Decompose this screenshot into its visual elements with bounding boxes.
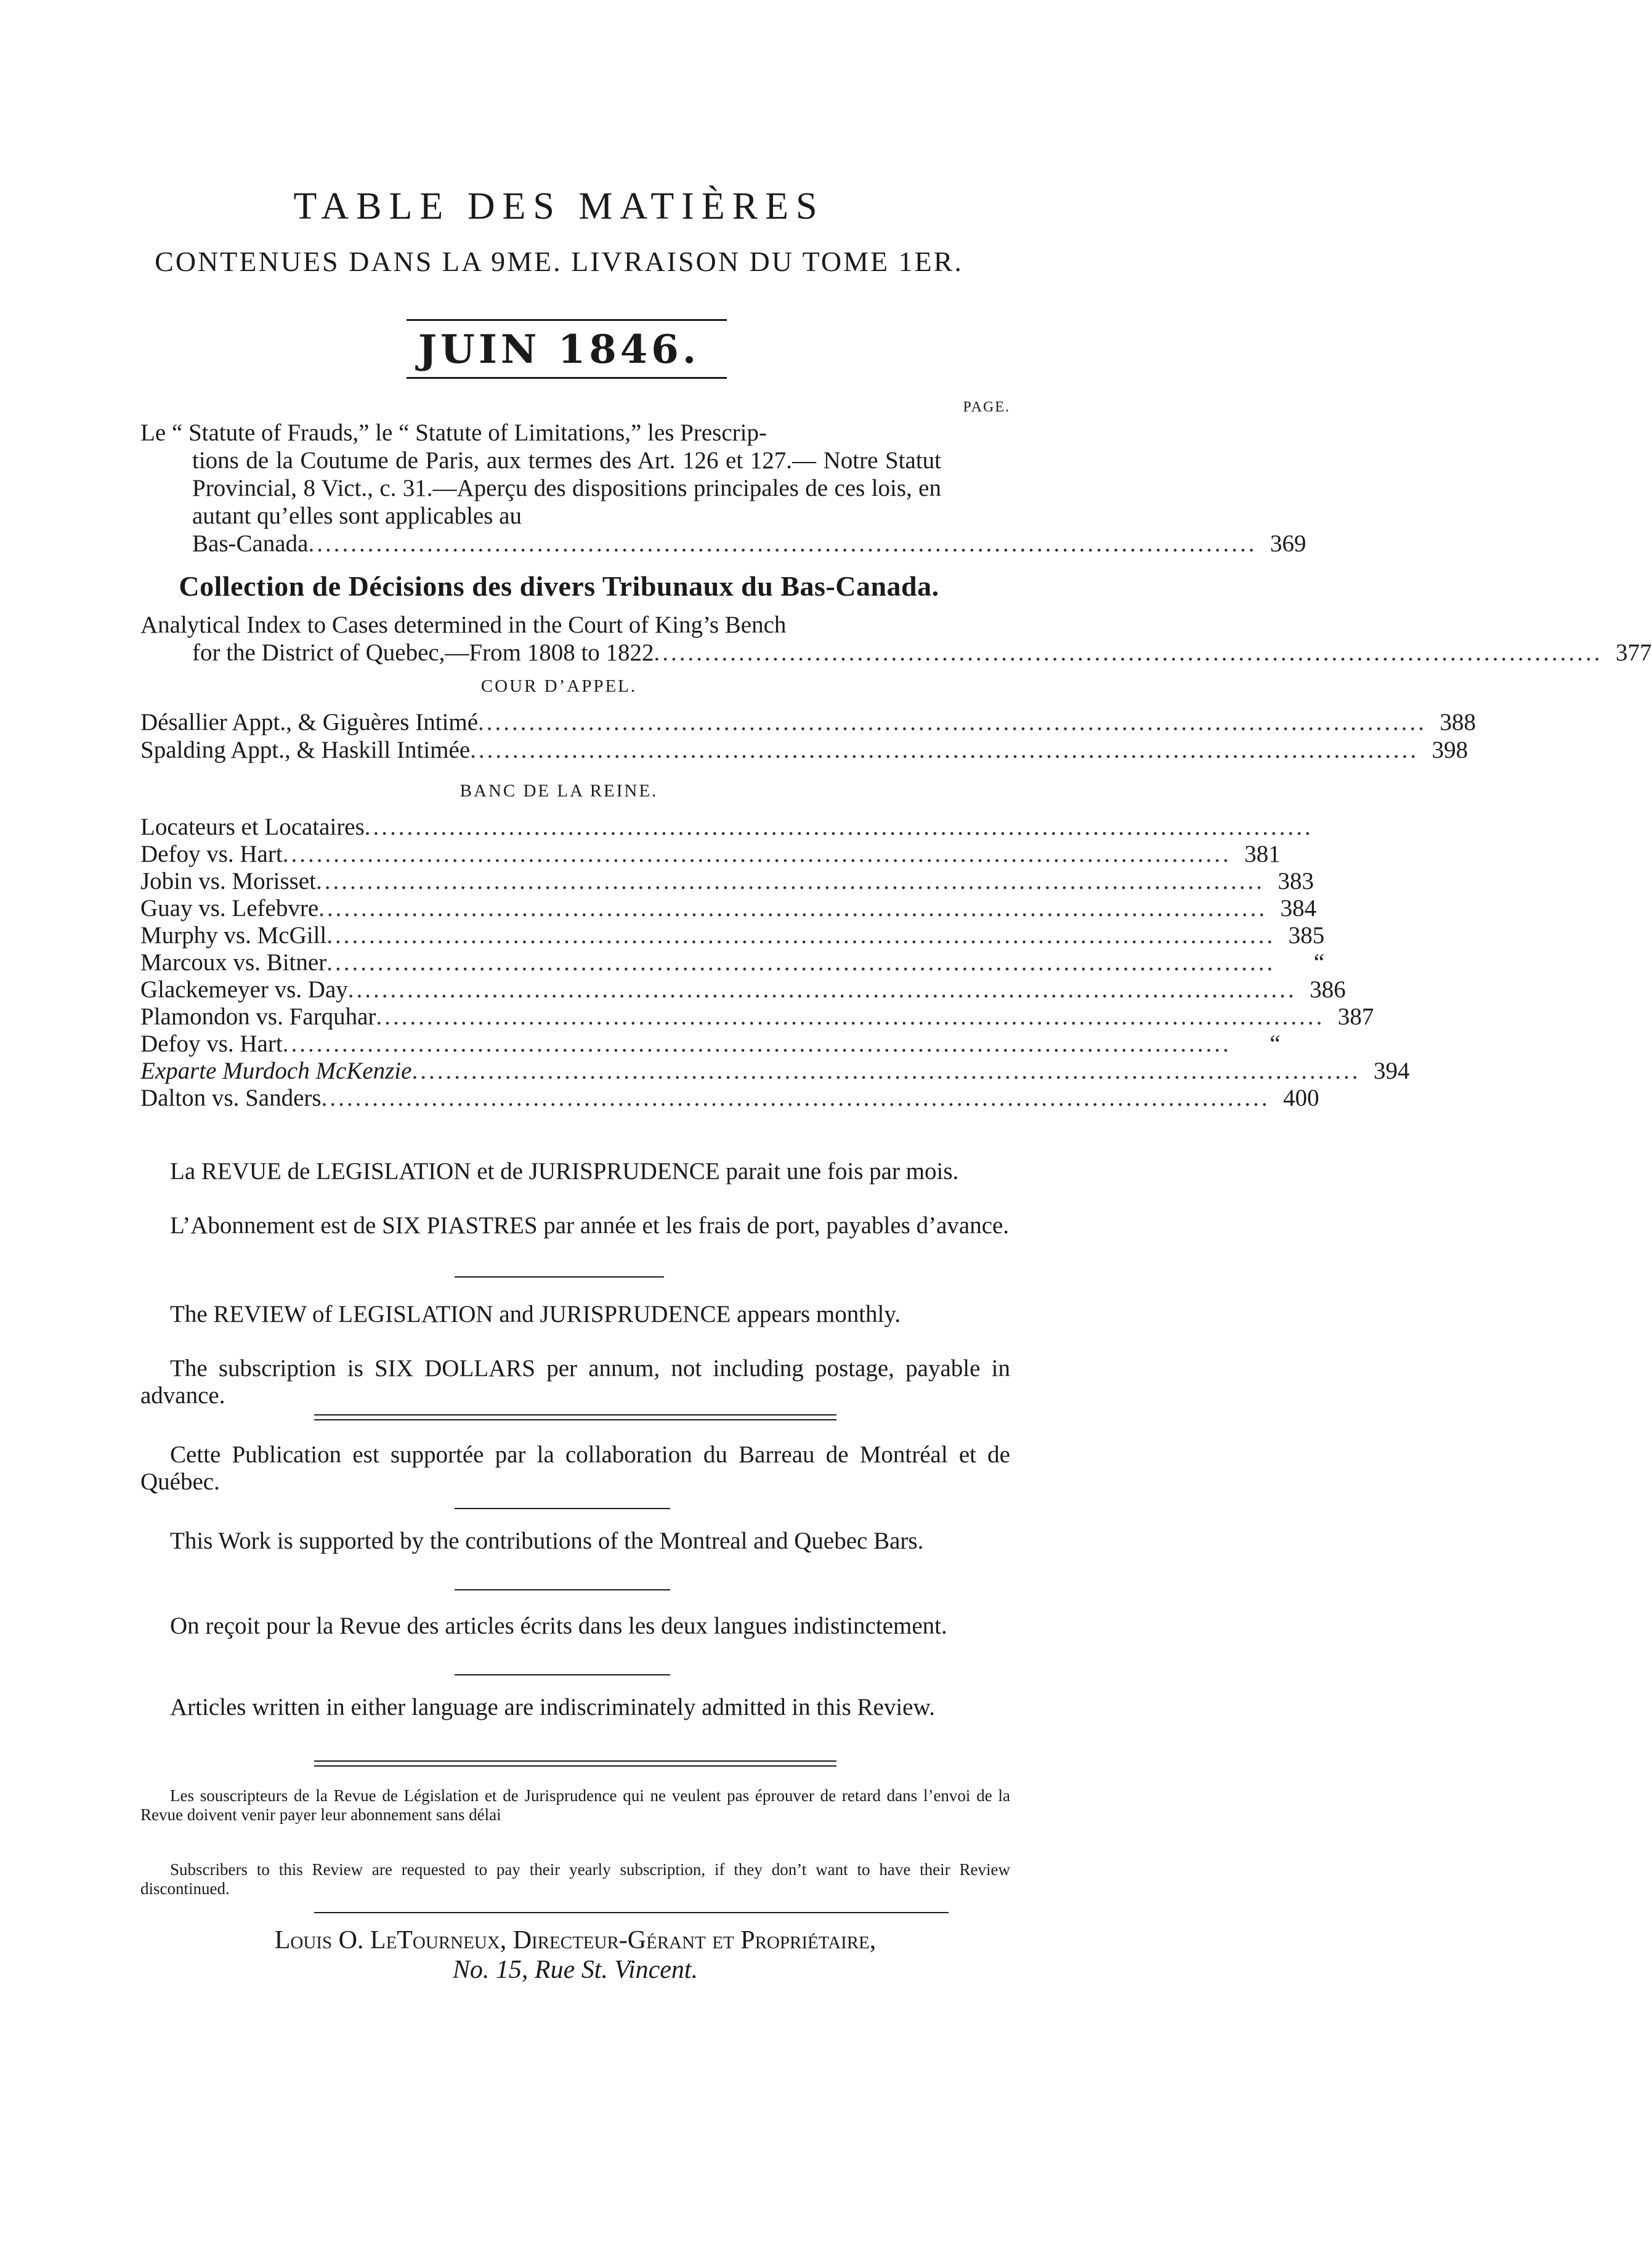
notice-text: Cette Publication est supportée par la collaboration du Barreau de Montréal et de Québec. [140,1441,1010,1495]
publisher-signature [140,1926,1010,1985]
toc-page: 387 [1337,1003,1374,1030]
divider-rule [455,1589,670,1590]
toc-row [140,921,1325,949]
toc-row [140,736,1468,764]
notice-text: On reçoit pour la Revue des articles écrits dans les deux langues indistinctement. [170,1613,947,1639]
page-column-label: PAGE. [963,399,1010,415]
notice-text: Subscribers to this Review are requested to pay their yearly subscription, if they don’t want to have their Review discontinued. [140,1860,1010,1898]
toc-row [140,813,1313,841]
toc-page: 394 [1373,1058,1410,1084]
toc-row-analytical [140,639,1652,666]
divider-rule [455,1276,664,1278]
leader-dots: ................................................................................................................ [326,949,1276,976]
leader-dots: ................................................................................................................ [347,976,1297,1003]
notice-text: The REVIEW of LEGISLATION and JURISPRUDENCE appears monthly. [170,1301,901,1327]
toc-row [140,1003,1374,1031]
notice-fr-articles [140,1613,1010,1640]
toc-row [140,894,1317,922]
publisher-address: No. 15, Rue St. Vincent. [452,1956,698,1984]
leader-dots: ................................................................................................................ [321,1085,1270,1111]
publisher-name: Louis O. LeTourneux, Directeur-Gérant et Propriétaire, [274,1926,877,1954]
notice-en-articles [140,1694,1010,1721]
leader-dots: ................................................................................................................ [364,814,1313,840]
toc-row [140,708,1476,736]
toc-row [140,1030,1281,1058]
toc-row [140,1057,1410,1085]
analytical-index-line: Analytical Index to Cases determined in the Court of King’s Bench [140,612,787,638]
toc-label: Spalding Appt., & Haskill Intimée [140,737,471,763]
leader-dots: ................................................................................................................ [318,895,1268,921]
cour-appel-heading: COUR D’APPEL. [480,676,638,696]
notice-text: La REVUE de LEGISLATION et de JURISPRUDENCE parait une fois par mois. [170,1158,959,1185]
toc-label: Locateurs et Locataires [140,814,365,840]
notice-fr-subscription [140,1212,1010,1239]
toc-page: 385 [1288,922,1325,949]
toc-row-intro [140,530,1306,557]
toc-label: Murphy vs. McGill [140,922,327,949]
intro-text: tions de la Coutume de Paris, aux termes des Art. 126 et 127.— Notre Statut Provincial, 8 Vict., c. 31.—Aperçu des dispositions principales de ces lois, en autant qu’elles sont applicables au [192,447,941,529]
toc-row [140,867,1314,895]
toc-label: Plamondon vs. Farquhar [140,1003,376,1030]
toc-label: Glackemeyer vs. Day [140,976,348,1003]
leader-dots: ................................................................................................................ [376,1003,1325,1030]
collection-heading: Collection de Décisions des divers Tribunaux du Bas-Canada. [179,570,939,602]
notice-text: L’Abonnement est de SIX PIASTRES par année et les frais de port, payables d’avance. [170,1212,1010,1239]
double-rule-top [314,1760,836,1762]
banc-reine-heading: BANC DE LA REINE. [460,781,658,801]
leader-dots: ................................................................................................................ [308,530,1257,557]
leader-dots: ................................................................................................................ [478,709,1427,735]
notice-en-subscription [140,1355,1010,1409]
notice-text: This Work is supported by the contributions of the Montreal and Quebec Bars. [170,1528,924,1554]
toc-page: 400 [1283,1085,1319,1111]
toc-page: 398 [1431,737,1468,763]
leader-dots: ................................................................................................................ [282,841,1231,867]
toc-page: 383 [1277,868,1314,894]
toc-label: Guay vs. Lefebvre [140,895,319,921]
notice-en-support [140,1528,1010,1555]
notice-text: Articles written in either language are indiscriminately admitted in this Review. [170,1694,935,1720]
notice-fr-monthly [140,1158,1010,1185]
notice-fr-support [140,1441,1010,1496]
leader-dots: ................................................................................................................ [315,868,1265,894]
intro-entry [140,419,941,530]
leader-dots: ................................................................................................................ [411,1058,1361,1084]
toc-page: “ [1269,1031,1281,1057]
toc-page: “ [1313,949,1325,976]
double-rule-top [314,1414,836,1416]
double-rule-bottom [314,1765,836,1767]
toc-label: Désallier Appt., & Giguères Intimé [140,709,479,735]
notice-en-subscribers [140,1860,1010,1898]
toc-row [140,1084,1319,1112]
toc-label: Dalton vs. Sanders [140,1085,322,1111]
leader-dots: ................................................................................................................ [326,922,1276,949]
leader-dots: ................................................................................................................ [654,639,1603,666]
notice-en-monthly [140,1301,1010,1328]
divider-rule [455,1508,670,1509]
double-rule-bottom [314,1419,836,1420]
toc-label: Bas-Canada [192,530,309,557]
toc-row [140,949,1325,976]
intro-line-1: Le “ Statute of Frauds,” le “ Statute of Limitations,” les Prescrip- [140,419,767,446]
toc-page: 386 [1310,976,1346,1003]
date-bottom-rule [407,377,727,379]
notice-fr-subscribers [140,1786,1010,1825]
toc-label: Marcoux vs. Bitner [140,949,327,976]
page-title: TABLE DES MATIÈRES [293,185,825,227]
leader-dots: ................................................................................................................ [470,737,1419,763]
divider-rule [314,1912,949,1913]
toc-label: Defoy vs. Hart [140,841,283,867]
toc-row [140,976,1346,1003]
divider-rule [455,1674,670,1675]
toc-label: Exparte Murdoch McKenzie [140,1058,412,1084]
issue-date: JUIN 1846. [418,326,700,373]
toc-page: 384 [1280,895,1317,921]
leader-dots: ................................................................................................................ [282,1031,1231,1057]
toc-label: Defoy vs. Hart [140,1031,283,1057]
toc-label: Jobin vs. Morisset [140,868,316,894]
notice-text: Les souscripteurs de la Revue de Législation et de Jurisprudence qui ne veulent pas éprouver de retard dans l’envoi de la Revue doivent venir payer leur abonnement sans délai [140,1786,1010,1824]
toc-label: for the District of Quebec,—From 1808 to 1822 [192,639,654,666]
toc-page: 388 [1439,709,1476,735]
notice-text: The subscription is SIX DOLLARS per annum, not including postage, payable in advance. [140,1355,1010,1409]
toc-page: 381 [1244,841,1281,867]
toc-page: 369 [1269,530,1306,557]
date-top-rule [407,319,727,321]
toc-row [140,840,1281,868]
page-subtitle: CONTENUES DANS LA 9ME. LIVRAISON DU TOME 1ER. [155,246,963,277]
toc-page: 377 [1616,639,1652,666]
